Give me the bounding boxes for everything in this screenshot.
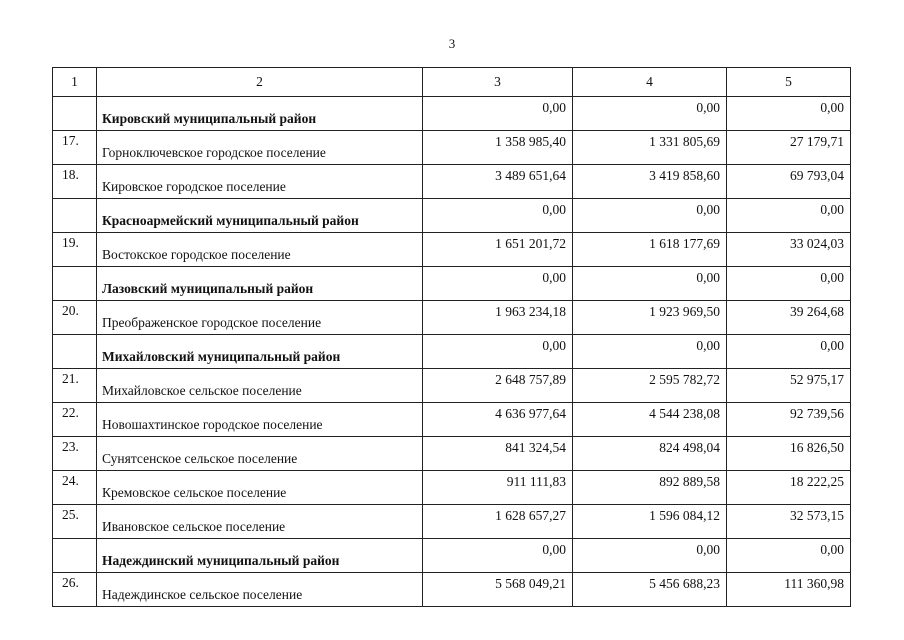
value-col-5: 0,00 <box>727 335 851 369</box>
column-header-5: 5 <box>727 68 851 97</box>
value-col-5: 27 179,71 <box>727 131 851 165</box>
table-row <box>53 471 851 505</box>
value-col-4: 0,00 <box>573 335 727 369</box>
row-number <box>53 267 97 301</box>
value-col-3: 2 648 757,89 <box>423 369 573 403</box>
value-col-3: 0,00 <box>423 335 573 369</box>
value-col-5: 0,00 <box>727 199 851 233</box>
value-col-3: 911 111,83 <box>423 471 573 505</box>
value-col-3: 5 568 049,21 <box>423 573 573 607</box>
row-number: 26. <box>53 573 97 607</box>
value-col-3: 1 651 201,72 <box>423 233 573 267</box>
district-row <box>53 199 851 233</box>
value-col-4: 0,00 <box>573 267 727 301</box>
page-number: 3 <box>448 36 456 51</box>
district-name: Кировский муниципальный район <box>97 97 423 131</box>
row-number: 25. <box>53 505 97 539</box>
table-row <box>53 301 851 335</box>
value-col-3: 0,00 <box>423 267 573 301</box>
value-col-4: 5 456 688,23 <box>573 573 727 607</box>
row-number <box>53 335 97 369</box>
settlement-name: Михайловское сельское поселение <box>97 369 423 403</box>
value-col-5: 0,00 <box>727 97 851 131</box>
row-number <box>53 199 97 233</box>
value-col-3: 0,00 <box>423 199 573 233</box>
settlement-name: Горноключевское городское поселение <box>97 131 423 165</box>
value-col-4: 1 596 084,12 <box>573 505 727 539</box>
row-number <box>53 539 97 573</box>
value-col-4: 2 595 782,72 <box>573 369 727 403</box>
column-header-3: 3 <box>423 68 573 97</box>
district-name: Михайловский муниципальный район <box>97 335 423 369</box>
table-row <box>53 573 851 607</box>
row-number: 20. <box>53 301 97 335</box>
value-col-4: 0,00 <box>573 97 727 131</box>
value-col-3: 4 636 977,64 <box>423 403 573 437</box>
value-col-4: 824 498,04 <box>573 437 727 471</box>
settlement-name: Востокское городское поселение <box>97 233 423 267</box>
table-row <box>53 403 851 437</box>
value-col-3: 841 324,54 <box>423 437 573 471</box>
row-number: 17. <box>53 131 97 165</box>
header-row <box>53 68 851 97</box>
value-col-4: 0,00 <box>573 199 727 233</box>
settlement-name: Новошахтинское городское поселение <box>97 403 423 437</box>
table-row <box>53 131 851 165</box>
table-row <box>53 233 851 267</box>
row-number <box>53 97 97 131</box>
budget-table <box>52 67 851 607</box>
value-col-3: 0,00 <box>423 539 573 573</box>
value-col-3: 1 358 985,40 <box>423 131 573 165</box>
value-col-5: 0,00 <box>727 539 851 573</box>
value-col-3: 1 628 657,27 <box>423 505 573 539</box>
value-col-4: 4 544 238,08 <box>573 403 727 437</box>
column-header-4: 4 <box>573 68 727 97</box>
value-col-5: 52 975,17 <box>727 369 851 403</box>
table-body <box>53 68 851 607</box>
district-name: Надеждинский муниципальный район <box>97 539 423 573</box>
value-col-4: 1 923 969,50 <box>573 301 727 335</box>
value-col-5: 92 739,56 <box>727 403 851 437</box>
table-row <box>53 437 851 471</box>
value-col-5: 32 573,15 <box>727 505 851 539</box>
district-row <box>53 539 851 573</box>
row-number: 23. <box>53 437 97 471</box>
value-col-5: 69 793,04 <box>727 165 851 199</box>
value-col-5: 111 360,98 <box>727 573 851 607</box>
value-col-4: 0,00 <box>573 539 727 573</box>
settlement-name: Сунятсенское сельское поселение <box>97 437 423 471</box>
row-number: 22. <box>53 403 97 437</box>
value-col-5: 39 264,68 <box>727 301 851 335</box>
row-number: 21. <box>53 369 97 403</box>
value-col-4: 1 331 805,69 <box>573 131 727 165</box>
value-col-3: 0,00 <box>423 97 573 131</box>
settlement-name: Кремовское сельское поселение <box>97 471 423 505</box>
table-row <box>53 505 851 539</box>
district-name: Лазовский муниципальный район <box>97 267 423 301</box>
row-number: 24. <box>53 471 97 505</box>
settlement-name: Кировское городское поселение <box>97 165 423 199</box>
district-name: Красноармейский муниципальный район <box>97 199 423 233</box>
value-col-5: 16 826,50 <box>727 437 851 471</box>
value-col-5: 18 222,25 <box>727 471 851 505</box>
row-number: 19. <box>53 233 97 267</box>
value-col-3: 3 489 651,64 <box>423 165 573 199</box>
settlement-name: Ивановское сельское поселение <box>97 505 423 539</box>
value-col-5: 33 024,03 <box>727 233 851 267</box>
value-col-4: 3 419 858,60 <box>573 165 727 199</box>
table-row <box>53 369 851 403</box>
value-col-4: 892 889,58 <box>573 471 727 505</box>
value-col-5: 0,00 <box>727 267 851 301</box>
district-row <box>53 335 851 369</box>
column-header-1: 1 <box>53 68 97 97</box>
settlement-name: Надеждинское сельское поселение <box>97 573 423 607</box>
district-row <box>53 267 851 301</box>
value-col-4: 1 618 177,69 <box>573 233 727 267</box>
table-row <box>53 165 851 199</box>
column-header-2: 2 <box>97 68 423 97</box>
settlement-name: Преображенское городское поселение <box>97 301 423 335</box>
row-number: 18. <box>53 165 97 199</box>
district-row <box>53 97 851 131</box>
value-col-3: 1 963 234,18 <box>423 301 573 335</box>
